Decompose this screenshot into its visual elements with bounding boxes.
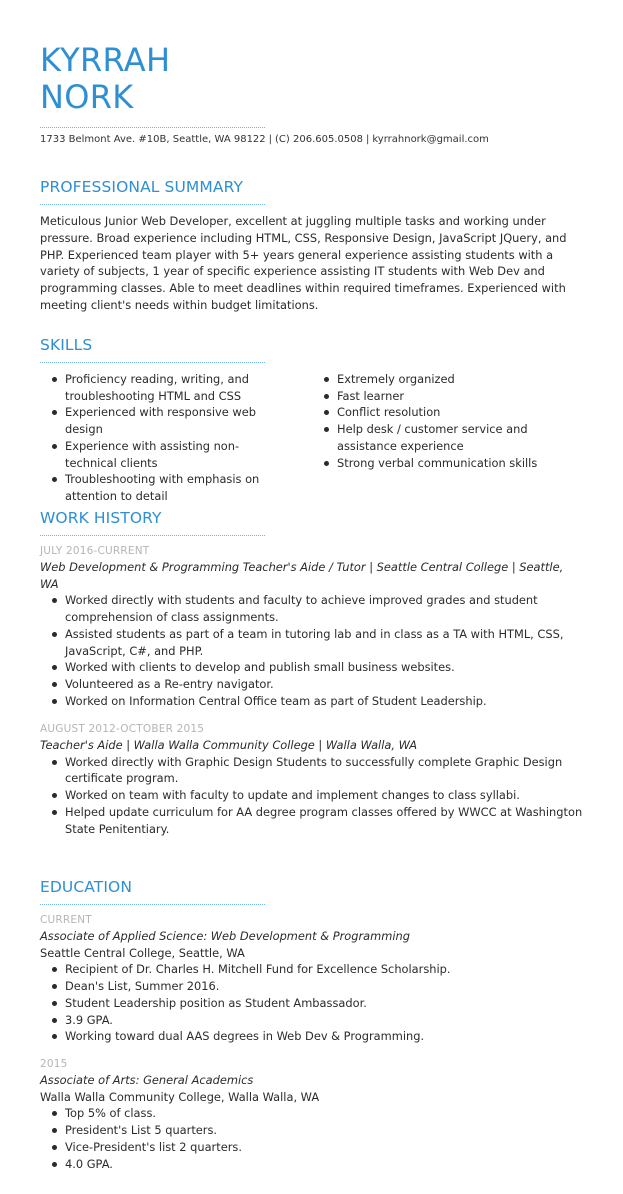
education-bullet: Working toward dual AAS degrees in Web Dev & Programming.: [40, 1028, 585, 1045]
education-dates: 2015: [40, 1058, 68, 1070]
job-title: Web Development & Programming Teacher's Aide / Tutor | Seattle Central College | Seattle, WA: [40, 560, 564, 591]
address: 1733 Belmont Ave. #10B, Seattle, WA 98122: [40, 134, 266, 145]
education-bullet: 3.9 GPA.: [40, 1012, 585, 1029]
skill-item: Extremely organized: [312, 371, 562, 388]
school: Walla Walla Community College, Walla Walla, WA: [40, 1089, 320, 1104]
education-bullets: [40, 961, 585, 1045]
skill-item: Experienced with responsive web design: [40, 404, 290, 437]
candidate-name: [40, 42, 170, 116]
skill-item: Proficiency reading, writing, and troubleshooting HTML and CSS: [40, 371, 290, 404]
education-bullet: Student Leadership position as Student Ambassador.: [40, 995, 585, 1012]
job-dates: JULY 2016-CURRENT: [40, 545, 150, 557]
skill-item: Fast learner: [312, 388, 562, 405]
education-bullet: Top 5% of class.: [40, 1105, 585, 1122]
skills-divider: [40, 362, 265, 363]
first-name: KYRRAH: [40, 41, 171, 79]
skills-right-column: [312, 371, 562, 471]
job-bullets: [40, 592, 585, 709]
education-bullet: 4.0 GPA.: [40, 1156, 585, 1173]
job-bullet: Worked directly with students and faculty to achieve improved grades and student comprehension of class assignments.: [40, 592, 585, 625]
skills-right-list: [312, 371, 562, 471]
degree: Associate of Applied Science: Web Development & Programming: [40, 929, 410, 943]
education-bullet: Recipient of Dr. Charles H. Mitchell Fund for Excellence Scholarship.: [40, 961, 585, 978]
summary-text: Meticulous Junior Web Developer, excellent at juggling multiple tasks and working under pressure. Broad experience including HTML, CSS, Responsive Design, JavaScript JQuery, and PHP. Experienced team player with 5+ years general experience assisting students with a variety of subjects, 1 year of specific experience assisting IT students with Web Dev and programming classes. Able to meet deadlines within required timeframes. Experienced with meeting client's needs within budget limitations.: [40, 214, 567, 312]
job-bullet: Worked on team with faculty to update and implement changes to class syllabi.: [40, 787, 585, 804]
education-bullet: Vice-President's list 2 quarters.: [40, 1139, 585, 1156]
skills-left-column: [40, 371, 290, 505]
job-dates: AUGUST 2012-OCTOBER 2015: [40, 723, 205, 735]
skills-left-list: [40, 371, 290, 505]
skill-item: Conflict resolution: [312, 404, 562, 421]
education-bullet: Dean's List, Summer 2016.: [40, 978, 585, 995]
job-bullet: Volunteered as a Re-entry navigator.: [40, 676, 585, 693]
education-divider: [40, 904, 265, 905]
job-title: Teacher's Aide | Walla Walla Community College | Walla Walla, WA: [40, 738, 418, 752]
job-entry: [40, 721, 585, 837]
summary-divider: [40, 204, 265, 205]
job-entry: [40, 543, 585, 709]
work-heading: WORK HISTORY: [40, 509, 162, 527]
job-bullet: Helped update curriculum for AA degree program classes offered by WWCC at Washington State Penitentiary.: [40, 804, 585, 837]
education-bullets: [40, 1105, 585, 1172]
education-heading: EDUCATION: [40, 878, 133, 896]
job-bullet: Worked with clients to develop and publish small business websites.: [40, 659, 585, 676]
skill-item: Experience with assisting non-technical clients: [40, 438, 290, 471]
work-divider: [40, 535, 265, 536]
school: Seattle Central College, Seattle, WA: [40, 945, 245, 960]
education-entry: [40, 912, 585, 1045]
email: kyrrahnork@gmail.com: [372, 134, 489, 145]
degree: Associate of Arts: General Academics: [40, 1073, 254, 1087]
phone: (C) 206.605.0508: [275, 134, 363, 145]
education-bullet: President's List 5 quarters.: [40, 1122, 585, 1139]
last-name: NORK: [40, 78, 134, 116]
job-bullet: Assisted students as part of a team in tutoring lab and in class as a TA with HTML, CSS, JavaScript, C#, and PHP.: [40, 626, 585, 659]
skill-item: Help desk / customer service and assistance experience: [312, 421, 562, 454]
skill-item: Strong verbal communication skills: [312, 455, 562, 472]
education-entry: [40, 1056, 585, 1172]
header-divider: [40, 127, 265, 128]
job-bullet: Worked directly with Graphic Design Students to successfully complete Graphic Design certificate program.: [40, 754, 585, 787]
summary-heading: PROFESSIONAL SUMMARY: [40, 178, 244, 196]
contact-line: 1733 Belmont Ave. #10B, Seattle, WA 98122 | (C) 206.605.0508 | kyrrahnork@gmail.com: [40, 134, 489, 145]
skills-heading: SKILLS: [40, 336, 93, 354]
education-dates: CURRENT: [40, 914, 92, 926]
job-bullets: [40, 754, 585, 838]
job-bullet: Worked on Information Central Office team as part of Student Leadership.: [40, 693, 585, 710]
skill-item: Troubleshooting with emphasis on attention to detail: [40, 471, 290, 504]
